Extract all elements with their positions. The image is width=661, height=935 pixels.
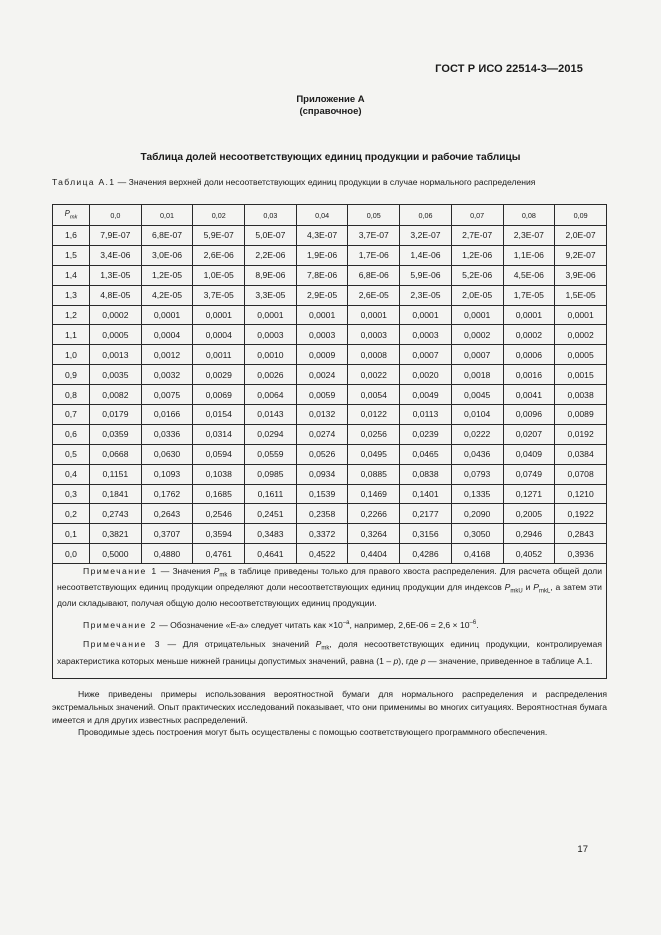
note-2-superscript: –а xyxy=(342,619,350,626)
table-cell: 0,1401 xyxy=(400,484,452,504)
table-cell: 0,3156 xyxy=(400,524,452,544)
table-cell: 3,4E-06 xyxy=(90,245,142,265)
table-cell: 0,0336 xyxy=(141,424,193,444)
table-cell: 0,0708 xyxy=(555,464,607,484)
table-row xyxy=(53,464,607,484)
body-text xyxy=(52,688,607,739)
note-3-text: , доля несоответствующих единиц продукции, контролируемая характеристика которых меньше нижней границы допустимых значений, равна (1 – xyxy=(57,639,602,666)
note-1-subscript-upper: mkU xyxy=(510,588,523,595)
table-cell: 0,3050 xyxy=(451,524,503,544)
table-row xyxy=(53,365,607,385)
table-cell: 0,0059 xyxy=(296,385,348,405)
table-cell: 5,2E-06 xyxy=(451,265,503,285)
table-cell: 0,0045 xyxy=(451,385,503,405)
note-3-text: ), где xyxy=(398,655,421,666)
table-cell: 0,0024 xyxy=(296,365,348,385)
table-cell: 0,4641 xyxy=(245,544,297,564)
table-cell: 0,4880 xyxy=(141,544,193,564)
table-cell: 0,0256 xyxy=(348,424,400,444)
table-cell: 0,1151 xyxy=(90,464,142,484)
table-cell: 0,4404 xyxy=(348,544,400,564)
table-cell: 0,0018 xyxy=(451,365,503,385)
row-index-cell: 1,3 xyxy=(53,285,90,305)
table-cell: 0,0054 xyxy=(348,385,400,405)
table-cell: 0,0001 xyxy=(555,305,607,325)
note-3-symbol: P xyxy=(315,639,322,650)
table-cell: 9,2E-07 xyxy=(555,245,607,265)
note-1-label: Примечание 1 xyxy=(83,566,158,576)
table-cell: 0,0465 xyxy=(400,444,452,464)
table-cell: 0,0010 xyxy=(245,345,297,365)
table-cell: 0,0003 xyxy=(348,325,400,345)
table-row xyxy=(53,345,607,365)
table-cell: 2,3E-05 xyxy=(400,285,452,305)
table-cell: 3,7E-05 xyxy=(193,285,245,305)
row-index-cell: 0,4 xyxy=(53,464,90,484)
note-1-text: и xyxy=(522,582,534,593)
table-cell: 0,0020 xyxy=(400,365,452,385)
table-cell: 0,0630 xyxy=(141,444,193,464)
table-cell: 0,0029 xyxy=(193,365,245,385)
note-1-text: — Значения xyxy=(157,566,214,576)
table-row xyxy=(53,444,607,464)
table-cell: 0,0122 xyxy=(348,405,400,425)
table-caption-label: Таблица А.1 xyxy=(52,177,116,187)
table-cell: 7,9E-07 xyxy=(90,226,142,246)
note-1-subscript: mk xyxy=(219,572,228,579)
table-cell: 5,9E-07 xyxy=(193,226,245,246)
table-cell: 0,0359 xyxy=(90,424,142,444)
table-row xyxy=(53,424,607,444)
note-2-text: . xyxy=(476,619,479,630)
table-cell: 0,1271 xyxy=(503,484,555,504)
table-cell: 0,0132 xyxy=(296,405,348,425)
table-cell: 0,1335 xyxy=(451,484,503,504)
table-cell: 0,0384 xyxy=(555,444,607,464)
column-header: 0,08 xyxy=(503,205,555,226)
table-cell: 0,0495 xyxy=(348,444,400,464)
table-cell: 1,7E-06 xyxy=(348,245,400,265)
table-cell: 0,0001 xyxy=(348,305,400,325)
table-cell: 4,2E-05 xyxy=(141,285,193,305)
table-cell: 0,0001 xyxy=(245,305,297,325)
note-2-text: , например, 2,6Е-06 = 2,6 × 10 xyxy=(349,619,470,630)
table-cell: 0,0239 xyxy=(400,424,452,444)
table-cell: 0,0838 xyxy=(400,464,452,484)
table-cell: 1,2E-05 xyxy=(141,265,193,285)
table-row xyxy=(53,385,607,405)
table-cell: 0,3594 xyxy=(193,524,245,544)
table-cell: 1,2E-06 xyxy=(451,245,503,265)
table-cell: 0,1762 xyxy=(141,484,193,504)
table-cell: 0,4052 xyxy=(503,544,555,564)
note-1-text: в таблице приведены только для правого хвоста распределения. Для расчета общей доли несоответствующих единиц продукции определяют доли несоответствующих единиц продукции для индексов xyxy=(57,566,602,593)
table-cell: 0,0007 xyxy=(400,345,452,365)
table-cell: 0,0069 xyxy=(193,385,245,405)
table-cell: 1,9E-06 xyxy=(296,245,348,265)
table-cell: 2,6E-06 xyxy=(193,245,245,265)
table-cell: 0,1841 xyxy=(90,484,142,504)
table-cell: 0,0003 xyxy=(400,325,452,345)
document-code: ГОСТ Р ИСО 22514-3—2015 xyxy=(435,63,583,75)
corner-subscript: mk xyxy=(69,214,78,221)
table-cell: 0,2451 xyxy=(245,504,297,524)
table-cell: 7,8E-06 xyxy=(296,265,348,285)
note-3-variable: p xyxy=(393,655,399,666)
note-3 xyxy=(57,639,602,667)
note-2-label: Примечание 2 xyxy=(83,619,157,630)
table-cell: 0,2177 xyxy=(400,504,452,524)
table-cell: 0,0001 xyxy=(400,305,452,325)
table-cell: 1,3E-05 xyxy=(90,265,142,285)
table-cell: 1,1E-06 xyxy=(503,245,555,265)
paragraph-2: Проводимые здесь построения могут быть осуществлены с помощью соответствующего программного обеспечения. xyxy=(78,727,548,738)
column-header: 0,02 xyxy=(193,205,245,226)
table-cell: 0,0294 xyxy=(245,424,297,444)
note-1-symbol-upper: P xyxy=(504,582,511,593)
table-cell: 1,4E-06 xyxy=(400,245,452,265)
table-cell: 2,3E-07 xyxy=(503,226,555,246)
table-cell: 0,1685 xyxy=(193,484,245,504)
table-cell: 0,0104 xyxy=(451,405,503,425)
table-cell: 0,0006 xyxy=(503,345,555,365)
table-cell: 0,0166 xyxy=(141,405,193,425)
table-cell: 0,0004 xyxy=(141,325,193,345)
table-row xyxy=(53,504,607,524)
table-cell: 2,0E-07 xyxy=(555,226,607,246)
note-1-subscript-lower: mkL xyxy=(538,588,551,595)
row-index-cell: 0,3 xyxy=(53,484,90,504)
row-index-cell: 0,0 xyxy=(53,544,90,564)
table-cell: 0,2643 xyxy=(141,504,193,524)
table-cell: 0,0526 xyxy=(296,444,348,464)
table-cell: 0,0038 xyxy=(555,385,607,405)
table-cell: 0,0002 xyxy=(90,305,142,325)
note-3-text: — значение, приведенное в таблице А.1. xyxy=(425,655,593,666)
annex-subtitle: (справочное) xyxy=(299,106,362,117)
table-cell: 0,2090 xyxy=(451,504,503,524)
table-cell: 0,0002 xyxy=(451,325,503,345)
table-cell: 0,0002 xyxy=(555,325,607,345)
table-cell: 0,0005 xyxy=(90,325,142,345)
column-header: 0,09 xyxy=(555,205,607,226)
table-cell: 4,8E-05 xyxy=(90,285,142,305)
table-cell: 3,3E-05 xyxy=(245,285,297,305)
note-3-subscript: mk xyxy=(321,646,330,653)
table-cell: 0,3372 xyxy=(296,524,348,544)
table-cell: 0,0113 xyxy=(400,405,452,425)
table-caption xyxy=(52,177,607,188)
table-cell: 0,4168 xyxy=(451,544,503,564)
table-cell: 0,0064 xyxy=(245,385,297,405)
table-cell: 0,0075 xyxy=(141,385,193,405)
table-cell: 0,0049 xyxy=(400,385,452,405)
row-index-cell: 0,2 xyxy=(53,504,90,524)
table-cell: 2,2E-06 xyxy=(245,245,297,265)
note-2-superscript: –6 xyxy=(469,619,477,626)
table-cell: 0,0207 xyxy=(503,424,555,444)
table-cell: 0,0082 xyxy=(90,385,142,405)
table-cell: 0,0179 xyxy=(90,405,142,425)
table-cell: 0,2266 xyxy=(348,504,400,524)
table-row xyxy=(53,325,607,345)
table-cell: 0,3707 xyxy=(141,524,193,544)
table-cell: 0,0003 xyxy=(296,325,348,345)
row-index-cell: 1,4 xyxy=(53,265,90,285)
table-cell: 0,0004 xyxy=(193,325,245,345)
table-cell: 6,8E-07 xyxy=(141,226,193,246)
table-cell: 4,5E-06 xyxy=(503,265,555,285)
table-row xyxy=(53,405,607,425)
table-cell: 0,1611 xyxy=(245,484,297,504)
note-3-label: Примечание 3 xyxy=(83,639,161,650)
row-index-cell: 1,6 xyxy=(53,226,90,246)
table-cell: 2,0E-05 xyxy=(451,285,503,305)
table-cell: 0,0007 xyxy=(451,345,503,365)
table-cell: 0,2358 xyxy=(296,504,348,524)
table-row xyxy=(53,226,607,246)
column-header: 0,0 xyxy=(90,205,142,226)
table-cell: 0,2005 xyxy=(503,504,555,524)
table-cell: 0,0003 xyxy=(245,325,297,345)
table-header-row xyxy=(53,205,607,226)
table-cell: 0,0016 xyxy=(503,365,555,385)
row-index-cell: 1,1 xyxy=(53,325,90,345)
row-index-cell: 0,1 xyxy=(53,524,90,544)
table-cell: 0,1922 xyxy=(555,504,607,524)
table-cell: 0,1093 xyxy=(141,464,193,484)
table-cell: 0,0015 xyxy=(555,365,607,385)
column-header: 0,01 xyxy=(141,205,193,226)
table-cell: 0,0985 xyxy=(245,464,297,484)
row-index-cell: 0,9 xyxy=(53,365,90,385)
note-2-text: — Обозначение «Е-а» следует читать как ×10 xyxy=(156,619,343,630)
table-cell: 0,0009 xyxy=(296,345,348,365)
table-cell: 3,0E-06 xyxy=(141,245,193,265)
table-cell: 0,5000 xyxy=(90,544,142,564)
table-cell: 0,0013 xyxy=(90,345,142,365)
table-notes xyxy=(52,560,607,679)
table-cell: 0,0005 xyxy=(555,345,607,365)
annex-title: Приложение А xyxy=(296,94,365,105)
table-cell: 0,0559 xyxy=(245,444,297,464)
column-header: 0,04 xyxy=(296,205,348,226)
row-index-cell: 1,5 xyxy=(53,245,90,265)
note-1-symbol-lower: P xyxy=(533,582,539,593)
column-header: 0,07 xyxy=(451,205,503,226)
table-cell: 0,0436 xyxy=(451,444,503,464)
table-cell: 0,0001 xyxy=(141,305,193,325)
table-cell: 0,0026 xyxy=(245,365,297,385)
table-cell: 0,0192 xyxy=(555,424,607,444)
table-cell: 0,0001 xyxy=(451,305,503,325)
table-cell: 3,2E-07 xyxy=(400,226,452,246)
row-index-cell: 1,2 xyxy=(53,305,90,325)
table-cell: 4,3E-07 xyxy=(296,226,348,246)
note-1 xyxy=(57,566,602,610)
row-index-cell: 0,5 xyxy=(53,444,90,464)
table-cell: 1,0E-05 xyxy=(193,265,245,285)
table-row xyxy=(53,285,607,305)
table-cell: 0,0749 xyxy=(503,464,555,484)
table-row xyxy=(53,524,607,544)
section-title: Таблица долей несоответствующих единиц продукции и рабочие таблицы xyxy=(140,152,521,163)
table-cell: 0,0035 xyxy=(90,365,142,385)
note-2 xyxy=(57,618,602,631)
probability-table xyxy=(52,204,607,564)
note-3-variable: p xyxy=(420,655,426,666)
table-cell: 0,0002 xyxy=(503,325,555,345)
table-cell: 0,0008 xyxy=(348,345,400,365)
paragraph-1: Ниже приведены примеры использования вероятностной бумаги для нормального распределения и распределения экстремальных значений. Опыт практических исследований показывает, что они применимы во многих ситуациях. Вероятностная бумага имеется и для других известных распределений. xyxy=(52,689,607,725)
note-3-text: — Для отрицательных значений xyxy=(160,639,316,650)
table-cell: 1,7E-05 xyxy=(503,285,555,305)
table-cell: 0,1038 xyxy=(193,464,245,484)
note-1-symbol: P xyxy=(213,566,220,576)
table-body xyxy=(53,226,607,564)
table-cell: 3,7E-07 xyxy=(348,226,400,246)
table-cell: 5,0E-07 xyxy=(245,226,297,246)
column-header: 0,05 xyxy=(348,205,400,226)
page-number: 17 xyxy=(577,844,588,855)
table-cell: 0,0668 xyxy=(90,444,142,464)
table-cell: 0,4286 xyxy=(400,544,452,564)
column-header: 0,06 xyxy=(400,205,452,226)
table-cell: 0,0011 xyxy=(193,345,245,365)
corner-header xyxy=(53,205,90,226)
table-cell: 0,0274 xyxy=(296,424,348,444)
table-cell: 0,0012 xyxy=(141,345,193,365)
row-index-cell: 0,6 xyxy=(53,424,90,444)
table-cell: 0,2546 xyxy=(193,504,245,524)
table-cell: 2,6E-05 xyxy=(348,285,400,305)
table-cell: 0,0089 xyxy=(555,405,607,425)
table-cell: 0,3936 xyxy=(555,544,607,564)
corner-symbol: P xyxy=(64,209,70,219)
table-cell: 0,0001 xyxy=(503,305,555,325)
row-index-cell: 0,7 xyxy=(53,405,90,425)
table-cell: 0,2843 xyxy=(555,524,607,544)
table-cell: 0,0222 xyxy=(451,424,503,444)
table-cell: 1,5E-05 xyxy=(555,285,607,305)
table-cell: 0,0143 xyxy=(245,405,297,425)
table-caption-text: — Значения верхней доли несоответствующих единиц продукции в случае нормального распределения xyxy=(115,177,536,187)
table-cell: 0,4761 xyxy=(193,544,245,564)
table-cell: 3,9E-06 xyxy=(555,265,607,285)
table-cell: 0,0885 xyxy=(348,464,400,484)
table-cell: 0,0022 xyxy=(348,365,400,385)
table-cell: 2,9E-05 xyxy=(296,285,348,305)
table-cell: 0,0032 xyxy=(141,365,193,385)
table-cell: 0,0934 xyxy=(296,464,348,484)
table-cell: 0,0409 xyxy=(503,444,555,464)
table-cell: 0,0096 xyxy=(503,405,555,425)
row-index-cell: 1,0 xyxy=(53,345,90,365)
table-cell: 0,0001 xyxy=(296,305,348,325)
table-cell: 2,7E-07 xyxy=(451,226,503,246)
table-cell: 0,0154 xyxy=(193,405,245,425)
table-cell: 0,0001 xyxy=(193,305,245,325)
table-cell: 0,2743 xyxy=(90,504,142,524)
table-row xyxy=(53,305,607,325)
table-row xyxy=(53,245,607,265)
row-index-cell: 0,8 xyxy=(53,385,90,405)
table-cell: 0,3483 xyxy=(245,524,297,544)
note-1-text: , а затем эти доли складывают, получая общую долю несоответствующих единиц продукции. xyxy=(57,582,602,609)
column-header: 0,03 xyxy=(245,205,297,226)
table-cell: 8,9E-06 xyxy=(245,265,297,285)
table-row xyxy=(53,265,607,285)
table-cell: 0,1539 xyxy=(296,484,348,504)
table-cell: 0,4522 xyxy=(296,544,348,564)
table-cell: 6,8E-06 xyxy=(348,265,400,285)
table-cell: 0,1469 xyxy=(348,484,400,504)
table-cell: 0,0594 xyxy=(193,444,245,464)
table-cell: 0,3821 xyxy=(90,524,142,544)
table-cell: 0,1210 xyxy=(555,484,607,504)
table-cell: 5,9E-06 xyxy=(400,265,452,285)
table-cell: 0,3264 xyxy=(348,524,400,544)
table-row xyxy=(53,484,607,504)
table-cell: 0,2946 xyxy=(503,524,555,544)
table-cell: 0,0041 xyxy=(503,385,555,405)
table-cell: 0,0793 xyxy=(451,464,503,484)
table-cell: 0,0314 xyxy=(193,424,245,444)
